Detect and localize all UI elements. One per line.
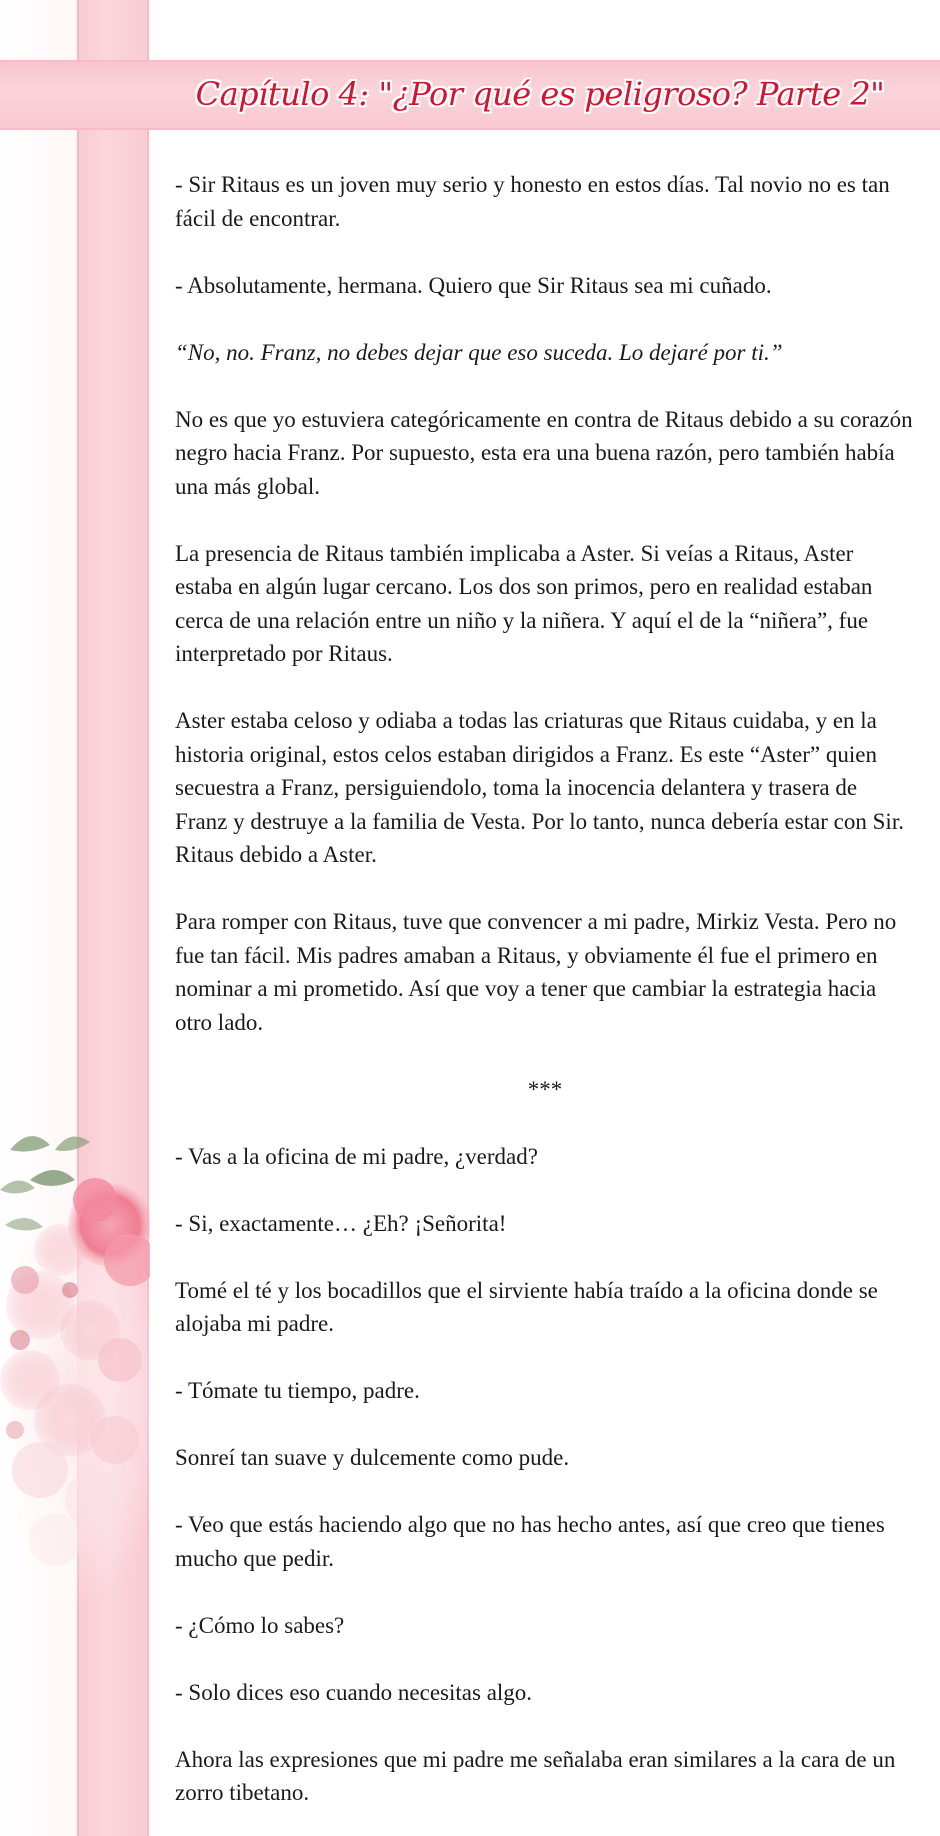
paragraph: No es que yo estuviera categóricamente en contra de Ritaus debido a su corazón negro hacia Franz. Por supuesto, esta era una buena razón, pero también había una más global. xyxy=(175,406,913,499)
paragraph: “No, no. Franz, no debes dejar que eso suceda. Lo dejaré por ti.” xyxy=(175,339,783,365)
paragraph: Ahora las expresiones que mi padre me señalaba eran similares a la cara de un zorro tibetano. xyxy=(175,1746,896,1805)
paragraph: - Si, exactamente… ¿Eh? ¡Señorita! xyxy=(175,1210,507,1236)
paragraph: - Absolutamente, hermana. Quiero que Sir Ritaus sea mi cuñado. xyxy=(175,272,772,298)
paragraph: - ¿Cómo lo sabes? xyxy=(175,1612,345,1638)
paragraph: - Veo que estás haciendo algo que no has hecho antes, así que creo que tienes mucho que pedir. xyxy=(175,1512,885,1571)
paragraph: La presencia de Ritaus también implicaba a Aster. Si veías a Ritaus, Aster estaba en algún lugar cercano. Los dos son primos, pero en realidad estaban cerca de una relación entre un niño y la niñera. Y aquí el de la “niñera”, fue interpretado por Ritaus. xyxy=(175,540,873,666)
paragraph: Sonreí tan suave y dulcemente como pude. xyxy=(175,1445,570,1470)
paragraph: Para romper con Ritaus, tuve que convencer a mi padre, Mirkiz Vesta. Pero no fue tan fácil. Mis padres amaban a Ritaus, y obviamente él fue el primero en nominar a mi prometido. Así que voy a tener que cambiar la estrategia hacia otro lado. xyxy=(175,909,897,1035)
chapter-body xyxy=(175,168,915,1836)
paragraph: Tomé el té y los bocadillos que el sirviente había traído a la oficina donde se alojaba mi padre. xyxy=(175,1277,878,1336)
paragraph: - Sir Ritaus es un joven muy serio y honesto en estos días. Tal novio no es tan fácil de encontrar. xyxy=(175,172,890,231)
flower-bouquet-icon xyxy=(0,1130,150,1610)
paragraph: Aster estaba celoso y odiaba a todas las criaturas que Ritaus cuidaba, y en la historia original, estos celos estaban dirigidos a Franz. Es este “Aster” quien secuestra a Franz, persiguiendolo, toma la inocencia delantera y trasera de Franz y destruye a la familia de Vesta. Por lo tanto, nunca debería estar con Sir. Ritaus debido a Aster. xyxy=(175,708,904,867)
scene-break: *** xyxy=(527,1076,563,1102)
paragraph: - Tómate tu tiempo, padre. xyxy=(175,1378,420,1403)
paragraph: - Vas a la oficina de mi padre, ¿verdad? xyxy=(175,1143,538,1169)
paragraph: - Solo dices eso cuando necesitas algo. xyxy=(175,1679,533,1705)
chapter-title: Capítulo 4: "¿Por qué es peligroso? Parte 2" xyxy=(195,75,885,113)
